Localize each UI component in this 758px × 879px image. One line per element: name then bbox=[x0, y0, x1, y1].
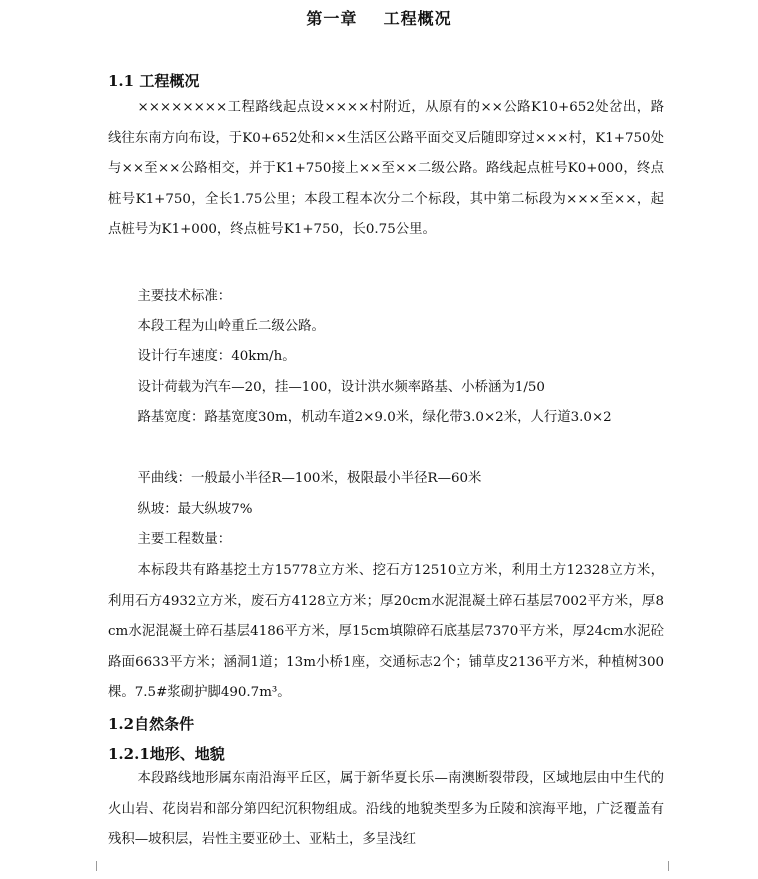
section-heading-1-1: 1.1 工程概况 bbox=[108, 72, 200, 90]
page-margin-marker-left bbox=[86, 861, 97, 871]
design-speed-line: 设计行车速度：40km/h。 bbox=[137, 349, 296, 364]
slope-line: 纵坡：最大纵坡7% bbox=[137, 502, 253, 517]
quantities-paragraph: 本标段共有路基挖土方15778立方米、挖石方12510立方米，利用土方12328立方米，利用石方4932立方米，废石方4128立方米；厚20cm水泥混凝土碎石基层7002平方米，厚8cm水泥混凝土碎石基层4186平方米，厚15cm填隙碎石底基层7370平方米，厚24cm水泥砼路面6633平方米；涵洞1道；13m小桥1座，交通标志2个；铺草皮2136平方米，种植树300棵。7.5#浆砌护脚490.7m³。 bbox=[108, 563, 664, 700]
roadbed-width-paragraph: 路基宽度：路基宽度30m，机动车道2×9.0米，绿化带3.0×2米，人行道3.0×2 bbox=[137, 410, 612, 425]
section-heading-1-2: 1.2自然条件 bbox=[108, 715, 195, 733]
section-heading-1-2-1: 1.2.1地形、地貌 bbox=[108, 745, 225, 763]
design-load-line: 设计荷载为汽车—20，挂—100，设计洪水频率路基、小桥涵为1/50 bbox=[137, 380, 545, 395]
curve-line: 平曲线：一般最小半径R—100米，极限最小半径R—60米 bbox=[137, 471, 482, 486]
terrain-paragraph: 本段路线地形属东南沿海平丘区，属于新华夏长乐—南澳断裂带段，区域地层由中生代的火山岩、花岗岩和部分第四纪沉积物组成。沿线的地貌类型多为丘陵和滨海平地，广泛覆盖有残积—坡积层，岩性主要亚砂土、亚粘土，多呈浅红 bbox=[108, 771, 664, 847]
tech-standards-label: 主要技术标准： bbox=[137, 289, 232, 304]
quantities-label: 主要工程数量： bbox=[137, 532, 232, 547]
road-class-line: 本段工程为山岭重丘二级公路。 bbox=[137, 319, 325, 334]
project-overview-paragraph: ××××××××工程路线起点设××××村附近，从原有的××公路K10+652处岔出，路线往东南方向布设，于K0+652处和××生活区公路平面交叉后随即穿过×××村，K1+750处与××至××公路相交，并于K1+750接上××至××二级公路。路线起点桩号K0+000，终点桩号K1+750，全长1.75公里；本段工程本次分二个标段，其中第二标段为×××至××，起点桩号为K1+000，终点桩号K1+750，长0.75公里。 bbox=[108, 100, 664, 237]
chapter-title: 第一章 工程概况 bbox=[306, 9, 452, 28]
page-margin-marker-right bbox=[668, 861, 679, 871]
